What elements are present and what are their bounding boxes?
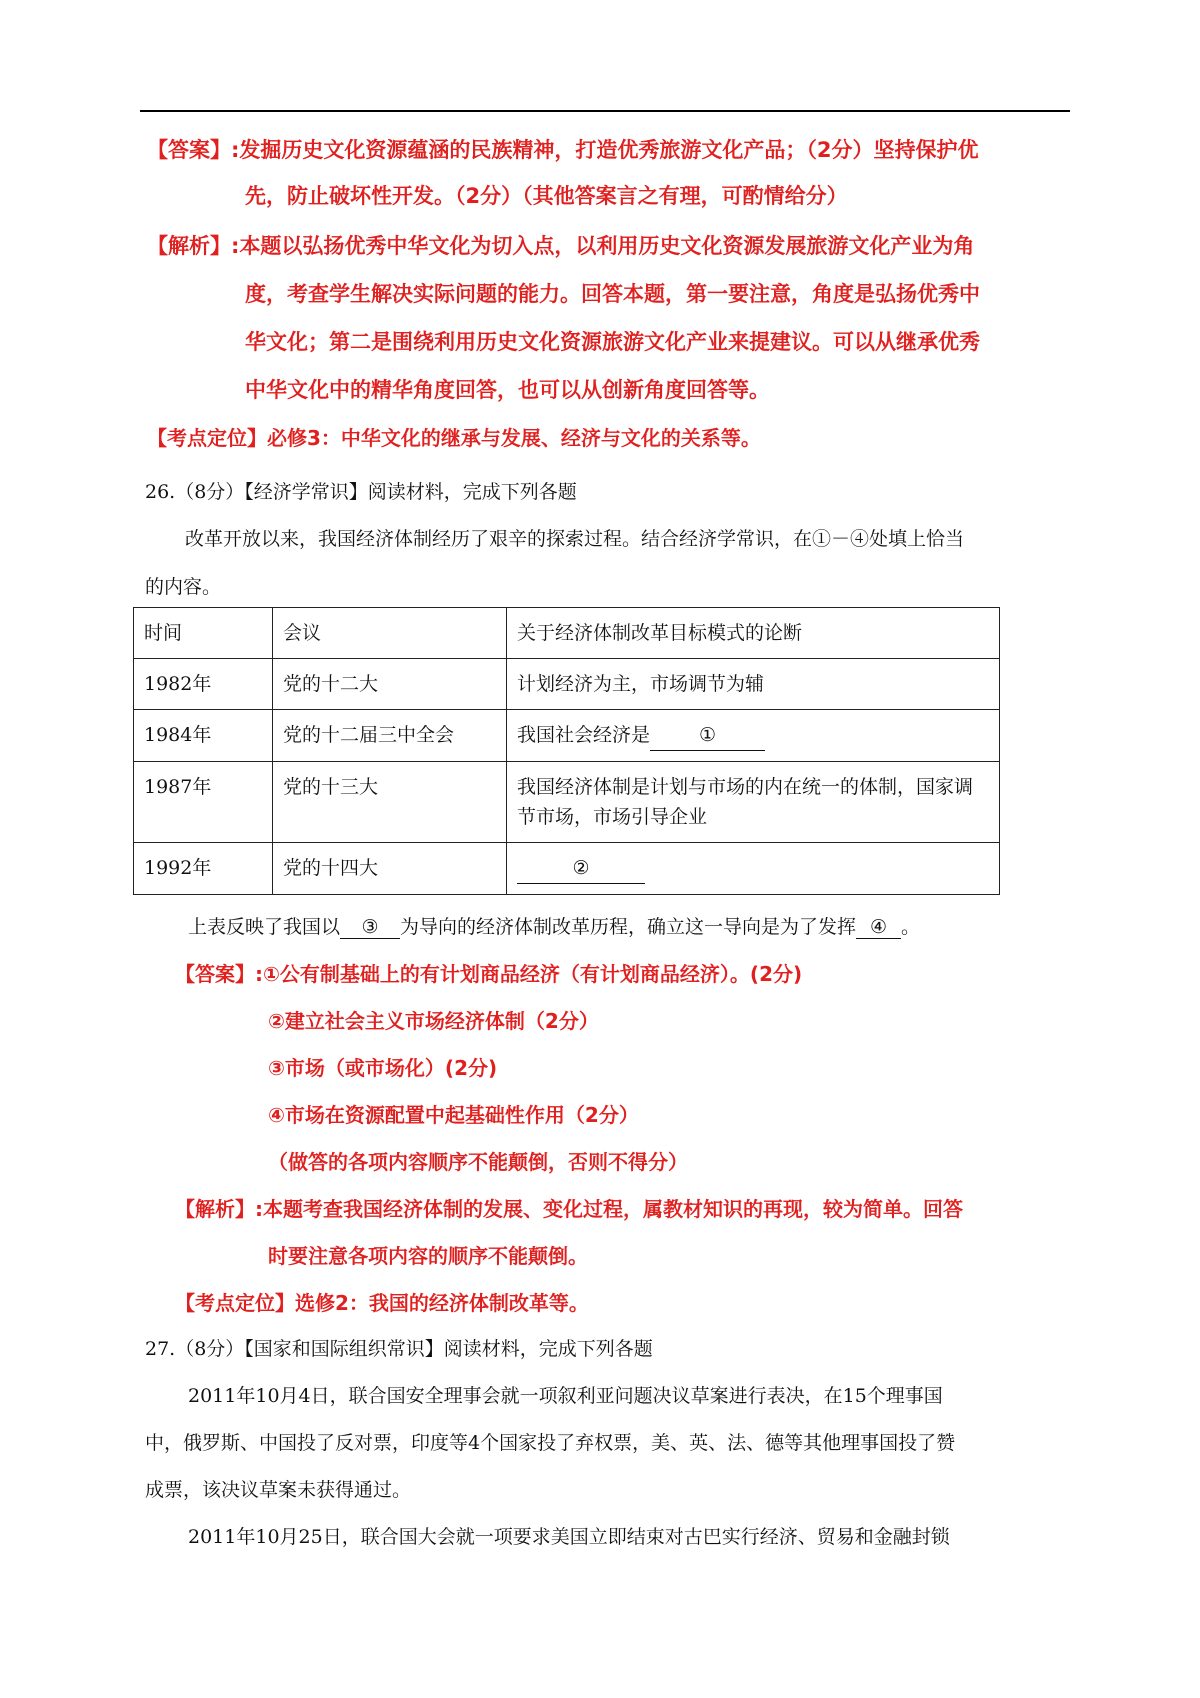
q26-answer-line4: ④市场在资源配置中起基础性作用（2分）: [268, 1103, 639, 1127]
table-cell-claim: [507, 843, 1000, 895]
q26-answer-line2: ②建立社会主义市场经济体制（2分）: [268, 1009, 599, 1033]
q26-answer-note: （做答的各项内容顺序不能颠倒，否则不得分）: [268, 1150, 688, 1174]
q26-analysis-line1: 【解析】:本题考查我国经济体制的发展、变化过程，属教材知识的再现，较为简单。回答: [175, 1197, 963, 1221]
table-cell-meeting: 党的十二届三中全会: [273, 710, 507, 762]
fill-blank-3: ③: [340, 916, 400, 939]
reform-table: [133, 607, 1000, 895]
table-row: [134, 762, 1000, 843]
analysis-tag: 【解析】:: [175, 1197, 263, 1221]
q26-answer-line1: 【答案】:①公有制基础上的有计划商品经济（有计划商品经济）。(2分): [175, 962, 803, 986]
q27-p2-line1: 2011年10月25日，联合国大会就一项要求美国立即结束对古巴实行经济、贸易和金融封锁: [188, 1526, 950, 1548]
table-cell-meeting: 党的十四大: [273, 843, 507, 895]
table-cell-year: 1992年: [134, 843, 273, 895]
header-rule: [140, 110, 1070, 112]
q26-point-line: 【考点定位】选修2：我国的经济体制改革等。: [175, 1291, 589, 1315]
answer-tag: 【答案】:: [147, 138, 240, 162]
point-tag: 【考点定位】: [147, 426, 267, 450]
q25-answer-line1: 【答案】:发掘历史文化资源蕴涵的民族精神，打造优秀旅游文化产品；（2分）坚持保护优: [147, 138, 979, 162]
q26-after-table: 上表反映了我国以 ③ 为导向的经济体制改革历程，确立这一导向是为了发挥 ④ 。: [188, 916, 921, 938]
q26-intro-line1: 改革开放以来，我国经济体制经历了艰辛的探索过程。结合经济学常识，在①－④处填上恰当: [185, 528, 965, 550]
table-cell-year: 1984年: [134, 710, 273, 762]
table-row: [134, 843, 1000, 895]
q25-analysis-line3: 华文化；第二是围绕利用历史文化资源旅游文化产业来提建议。可以从继承优秀: [245, 330, 980, 354]
q25-analysis-line1: 【解析】:本题以弘扬优秀中华文化为切入点，以利用历史文化资源发展旅游文化产业为角: [147, 234, 975, 258]
q25-answer-line2: 先，防止破坏性开发。（2分）（其他答案言之有理，可酌情给分）: [245, 184, 848, 208]
table-row: [134, 659, 1000, 710]
q26-title: 26.（8分）【经济学常识】阅读材料，完成下列各题: [145, 481, 577, 503]
point-tag: 【考点定位】: [175, 1291, 295, 1315]
table-row: [134, 710, 1000, 762]
q27-title: 27.（8分）【国家和国际组织常识】阅读材料，完成下列各题: [145, 1338, 653, 1360]
fill-blank-4: ④: [856, 916, 901, 939]
q27-p1-line3: 成票，该决议草案未获得通过。: [145, 1479, 412, 1501]
table-cell-meeting: 党的十三大: [273, 762, 507, 843]
q27-p1-line1: 2011年10月4日，联合国安全理事会就一项叙利亚问题决议草案进行表决，在15个理事国: [188, 1385, 943, 1407]
q26-analysis-line2: 时要注意各项内容的顺序不能颠倒。: [268, 1244, 588, 1268]
table-cell-year: 1987年: [134, 762, 273, 843]
answer-tag: 【答案】:: [175, 962, 263, 986]
analysis-tag: 【解析】:: [147, 234, 240, 258]
fill-blank-2: ②: [517, 853, 645, 884]
q25-point-line: 【考点定位】必修3：中华文化的继承与发展、经济与文化的关系等。: [147, 426, 761, 450]
q26-answer-line3: ③市场（或市场化）(2分): [268, 1056, 498, 1080]
table-header-row: [134, 608, 1000, 659]
table-cell-meeting: 党的十二大: [273, 659, 507, 710]
table-cell-claim: 我国经济体制是计划与市场的内在统一的体制，国家调节市场，市场引导企业: [507, 762, 1000, 843]
table-cell-claim: 我国社会经济是 ①: [507, 710, 1000, 762]
table-header-cell: 关于经济体制改革目标模式的论断: [507, 608, 1000, 659]
q27-p1-line2: 中，俄罗斯、中国投了反对票，印度等4个国家投了弃权票，美、英、法、德等其他理事国投了赞: [145, 1432, 956, 1454]
q26-intro-line2: 的内容。: [145, 576, 222, 598]
table-cell-claim: 计划经济为主，市场调节为辅: [507, 659, 1000, 710]
table-cell-year: 1982年: [134, 659, 273, 710]
fill-blank-1: ①: [650, 720, 765, 751]
table-header-cell: 时间: [134, 608, 273, 659]
table-header-cell: 会议: [273, 608, 507, 659]
q25-analysis-line4: 中华文化中的精华角度回答，也可以从创新角度回答等。: [245, 378, 770, 402]
q25-analysis-line2: 度，考查学生解决实际问题的能力。回答本题，第一要注意，角度是弘扬优秀中: [245, 282, 980, 306]
